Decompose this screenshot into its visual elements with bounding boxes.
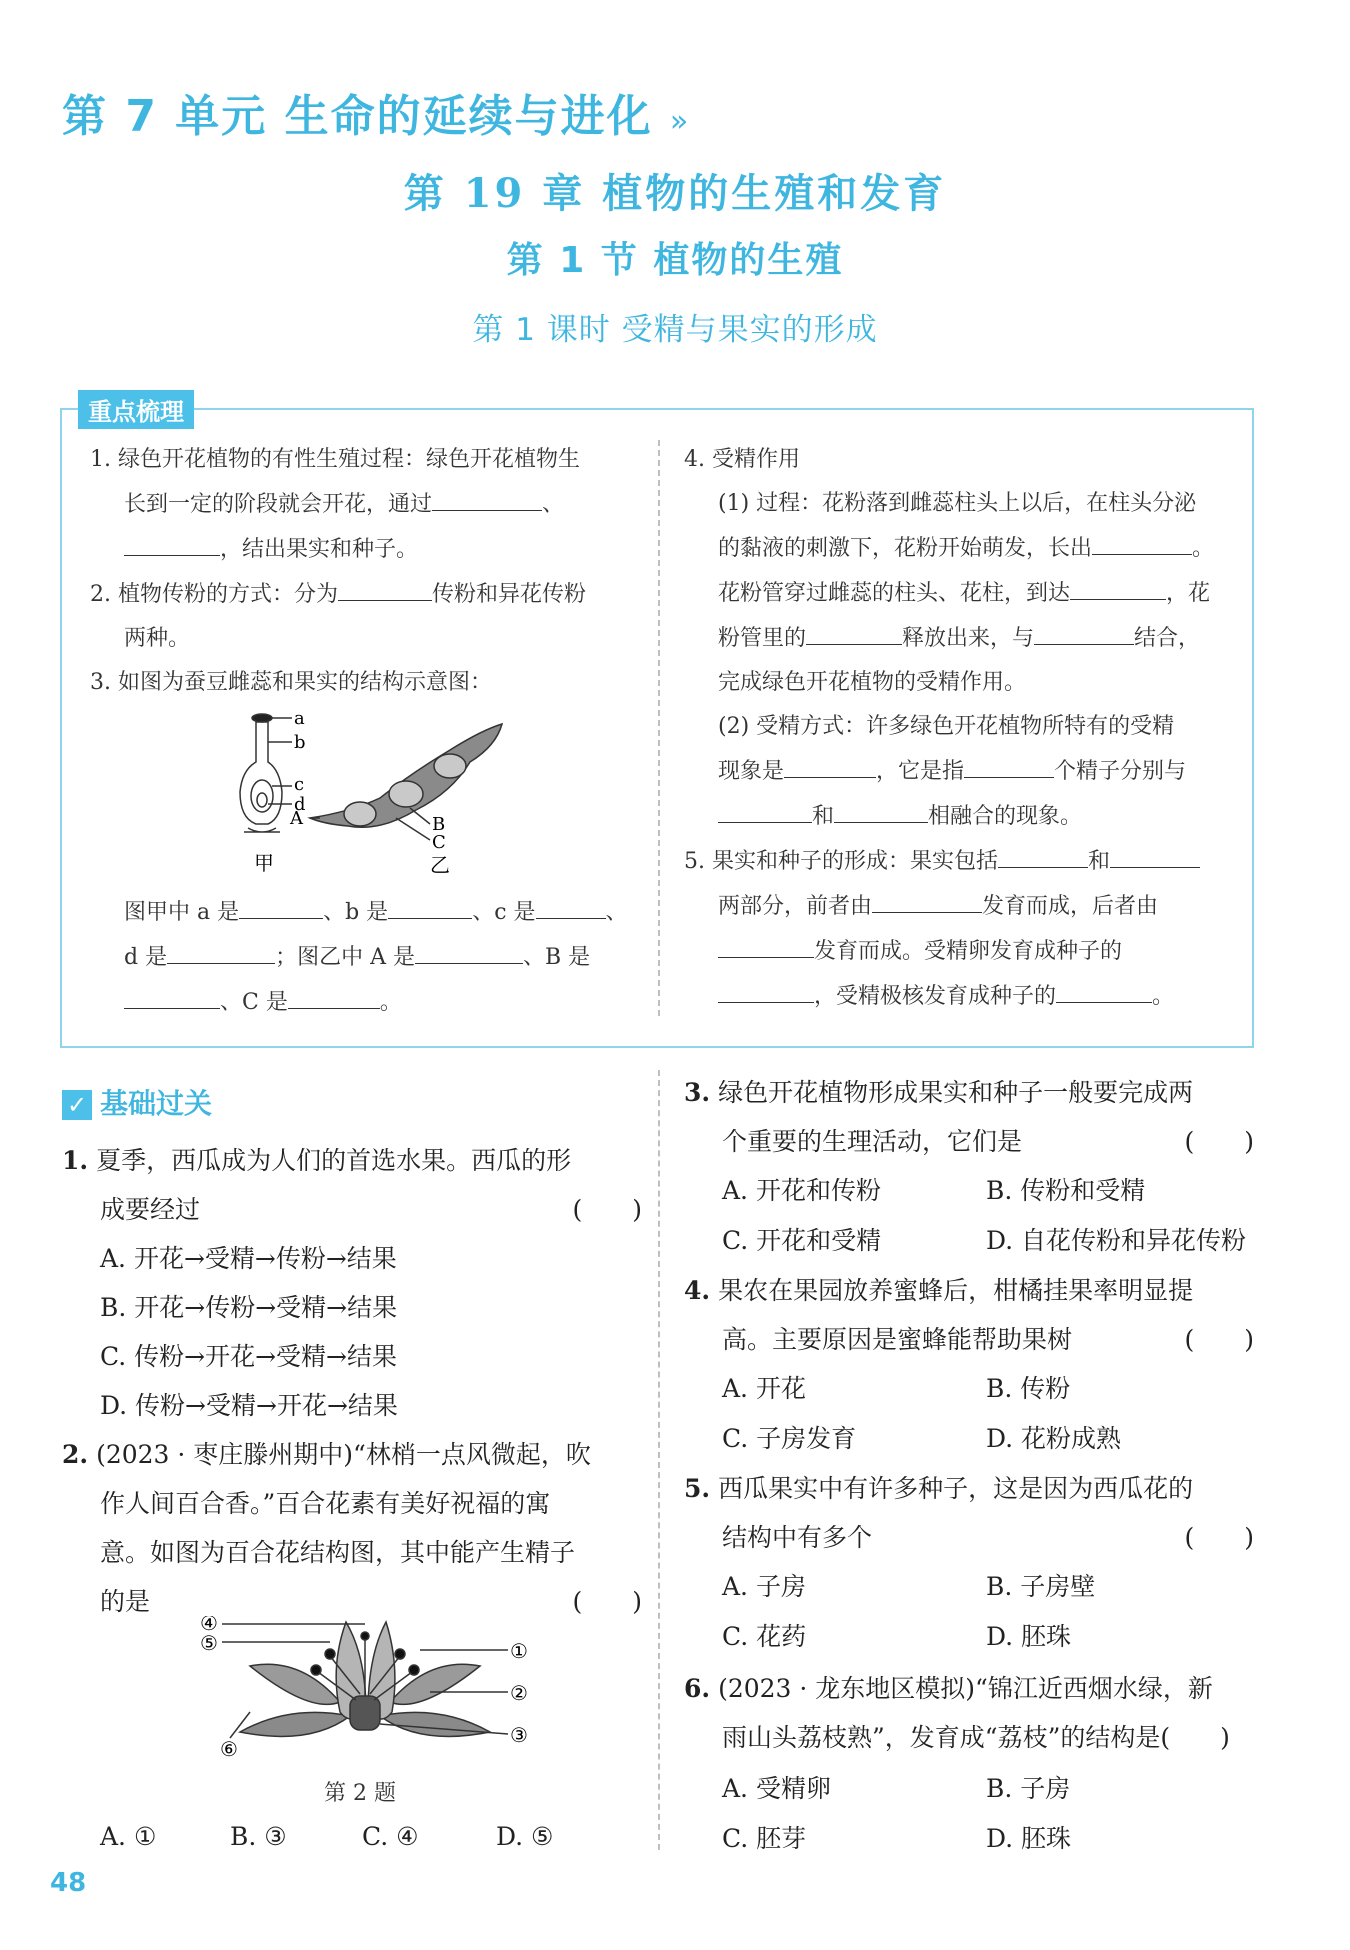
review-divider bbox=[658, 440, 660, 1016]
review-item-3-blanks: 图甲中 a 是 、b 是 、c 是 、 d 是 ；图乙中 A 是 、B 是 、C 是 。 bbox=[124, 890, 644, 1025]
review-item-2: 2. 植物传粉的方式：分为 传粉和异花传粉 bbox=[90, 572, 640, 617]
question-6: 6. (2023 · 龙东地区模拟)“锦江近西烟水绿，新 雨山头荔枝熟”，发育成“荔枝”的结构是( ) bbox=[684, 1674, 1230, 1752]
q5-option-d[interactable]: D. 胚珠 bbox=[986, 1622, 1072, 1651]
figure-caption: 第 2 题 bbox=[324, 1781, 396, 1806]
lily-flower-figure bbox=[190, 1616, 550, 1766]
review-item-3: 3. 如图为蚕豆雌蕊和果实的结构示意图： bbox=[90, 670, 492, 695]
chapter-title: 第 19 章 植物的生殖和发育 bbox=[403, 170, 947, 217]
q2-option-b[interactable]: B. ③ bbox=[230, 1822, 287, 1851]
label-jia: 甲 bbox=[254, 851, 274, 875]
q5-option-a[interactable]: A. 子房 bbox=[722, 1572, 806, 1601]
page-number: 48 bbox=[50, 1868, 87, 1898]
pistil-diagram bbox=[240, 714, 292, 832]
q2-option-d[interactable]: D. ⑤ bbox=[496, 1822, 554, 1851]
question-4: 4. 果农在果园放养蜜蜂后，柑橘挂果率明显提 高。主要原因是蜜蜂能帮助果树 ( ) bbox=[684, 1276, 1254, 1354]
label-b: b bbox=[294, 732, 306, 753]
q3-option-a[interactable]: A. 开花和传粉 bbox=[722, 1176, 881, 1205]
review-left: 1. 绿色开花植物的有性生殖过程：绿色开花植物生 长到一定的阶段就会开花，通过 、 ，结出果实和种子。 2. 植物传粉的方式：分为 传粉和异花传粉 两种。 3. 如图为蚕豆雌蕊和果实的结构示意图： bbox=[90, 438, 640, 705]
q1-option-b[interactable]: B. 开花→传粉→受精→结果 bbox=[100, 1293, 398, 1322]
label-d: d bbox=[294, 794, 306, 815]
label-c: c bbox=[294, 774, 305, 795]
basics-title: ✓ 基础过关 bbox=[62, 1082, 212, 1122]
review-right: 4. 受精作用 (1) 过程：花粉落到雌蕊柱头上以后，在柱头分泌 的黏液的刺激下，花粉开始萌发，长出 。 花粉管穿过雌蕊的柱头、花柱，到达 ，花 粉管里的 释放出来，与 结合， 完成绿色开花植物的受精作用。 (2) 受精方式：许多绿色开花植物所特有的受精 现象是 ，它是指 个精子分别与 和 相融合的现象。 5. 果实和种子的形成：果实包括 和 两部分，前者由 发育而成，后者由 发育而成。受精卵发育成种子的 ，受精极核发育成种子的 。 bbox=[684, 438, 1232, 1019]
lily-label-4: ④ bbox=[200, 1616, 218, 1635]
lily-label-1: ① bbox=[510, 1639, 528, 1663]
unit-title: 第 7 单元 生命的延续与进化 » bbox=[62, 91, 691, 142]
q3-option-d[interactable]: D. 自花传粉和异花传粉 bbox=[986, 1226, 1247, 1255]
q2-option-a[interactable]: A. ① bbox=[100, 1822, 157, 1851]
double-chevron-icon: » bbox=[669, 104, 691, 139]
q6-option-b[interactable]: B. 子房 bbox=[986, 1774, 1071, 1803]
lesson-title: 第 1 课时 受精与果实的形成 bbox=[472, 312, 878, 348]
q5-option-b[interactable]: B. 子房壁 bbox=[986, 1572, 1096, 1601]
question-3: 3. 绿色开花植物形成果实和种子一般要完成两 个重要的生理活动，它们是 ( ) bbox=[684, 1078, 1254, 1156]
review-item-1: 1. 绿色开花植物的有性生殖过程：绿色开花植物生 bbox=[90, 447, 580, 472]
question-1: 1. 夏季，西瓜成为人们的首选水果。西瓜的形 成要经过 ( ) A. 开花→受精→传粉→结果 B. 开花→传粉→受精→结果 C. 传粉→开花→受精→结果 D. 传粉→受精→开花→结果 bbox=[62, 1136, 642, 1430]
label-a: a bbox=[294, 708, 305, 729]
q4-option-d[interactable]: D. 花粉成熟 bbox=[986, 1424, 1122, 1453]
q6-option-a[interactable]: A. 受精卵 bbox=[722, 1774, 831, 1803]
q2-option-c[interactable]: C. ④ bbox=[362, 1822, 419, 1851]
label-B: B bbox=[432, 814, 446, 835]
section-title: 第 1 节 植物的生殖 bbox=[506, 240, 844, 281]
q4-option-b[interactable]: B. 传粉 bbox=[986, 1374, 1071, 1403]
question-2: 2. (2023 · 枣庄滕州期中)“林梢一点风微起，吹 作人间百合香。”百合花素有美好祝福的寓 意。如图为百合花结构图，其中能产生精子 的是 ( ) bbox=[62, 1440, 642, 1616]
review-item-4: 4. 受精作用 bbox=[684, 447, 800, 472]
q4-option-a[interactable]: A. 开花 bbox=[722, 1374, 806, 1403]
lily-label-3: ③ bbox=[510, 1723, 528, 1747]
checkbox-icon: ✓ bbox=[62, 1090, 92, 1120]
q1-option-c[interactable]: C. 传粉→开花→受精→结果 bbox=[100, 1342, 397, 1371]
pod-diagram bbox=[310, 724, 502, 840]
q6-option-d[interactable]: D. 胚珠 bbox=[986, 1824, 1072, 1853]
lily-label-5: ⑤ bbox=[200, 1631, 218, 1655]
broad-bean-figure bbox=[220, 700, 550, 880]
review-item-5: 5. 果实和种子的形成：果实包括 和 bbox=[684, 839, 1232, 884]
question-5: 5. 西瓜果实中有许多种子，这是因为西瓜花的 结构中有多个 ( ) bbox=[684, 1474, 1254, 1552]
q5-option-c[interactable]: C. 花药 bbox=[722, 1622, 807, 1651]
lily-label-2: ② bbox=[510, 1681, 528, 1705]
label-A: A bbox=[290, 808, 303, 829]
label-C: C bbox=[432, 832, 446, 853]
q6-option-c[interactable]: C. 胚芽 bbox=[722, 1824, 807, 1853]
label-yi: 乙 bbox=[430, 853, 450, 877]
q3-option-b[interactable]: B. 传粉和受精 bbox=[986, 1176, 1146, 1205]
q3-option-c[interactable]: C. 开花和受精 bbox=[722, 1226, 882, 1255]
basics-divider bbox=[658, 1070, 660, 1850]
review-tag: 重点梳理 bbox=[78, 390, 194, 429]
q4-option-c[interactable]: C. 子房发育 bbox=[722, 1424, 857, 1453]
q1-option-d[interactable]: D. 传粉→受精→开花→结果 bbox=[100, 1391, 398, 1420]
q1-option-a[interactable]: A. 开花→受精→传粉→结果 bbox=[100, 1244, 397, 1273]
lily-label-6: ⑥ bbox=[220, 1737, 238, 1761]
